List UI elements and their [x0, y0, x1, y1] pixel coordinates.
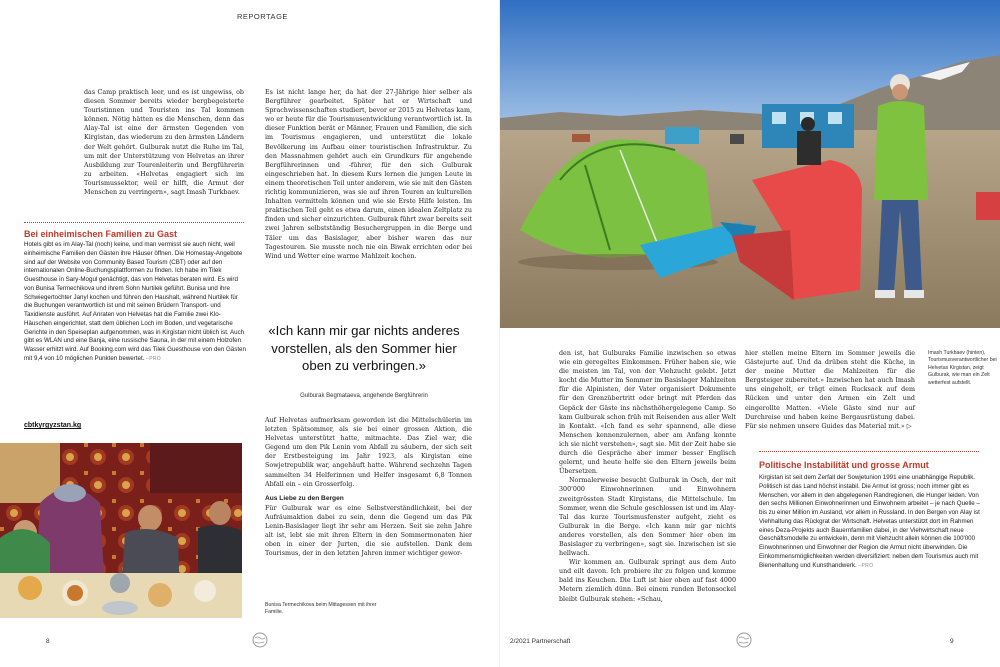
body-text: hier stellen meine Eltern im Sommer jeweils die Gästejurte auf. Und da drüben steht die Küche, in der meine Mutter die Mahlzeiten für die Bergsteiger zubereitet.» Inzwischen hat auch Imash uns eingeholt, er trägt einen Rucksack auf dem Rücken und unter den Armen ein Zelt und eingerollte Matten. «Viele Gäste sind nur auf Durchreise und haben keine Bergausrüstung dabei. Für sie nehmen unsere Guides das Material mit.»	[745, 350, 915, 430]
instability-text: Kirgistan ist seit dem Zerfall der Sowjetunion 1991 eine unabhängige Republik. Politisch ist das Land höchst instabil. Die Armut ist gross; noch immer gibt es Menschen, vor allem in den abgelegenen Randregionen, die Hunger leiden. Von den sechs Millionen Einwohnerinnen und Einwohnern arbeitet – je nach Quelle – bis zu einer Million im Ausland, vor allem in Russland. In den Bergen von Alay ist Viehhaltung das Rückgrat der Wirtschaft. Helvetas unterstützt dort im Rahmen eines Deza-Projekts auch Bauernfamilien dabei, in der Viehwirtschaft neue Geschäftsmodelle zu entwickeln, denn mit Viehzucht allein können die 100'000 Einwohnerinnen und Einwohner der Region die Armut nicht überwinden. Die Einkommensmöglichkeiten werden diversifiziert: neben dem Tourismus auch mit Bienenhaltung und Kunsthandwerk.	[759, 474, 980, 569]
body-paragraph: Normalerweise besucht Gulburak in Osch, der mit 300'000 Einwohnerinnen und Einwohnern zweitgrössten Stadt Kirgistans, die Mittelschule. Im Sommer, wenn die Schule geschlossen ist und im Alay-Tal das kurze Tourismusfenster aufgeht, zieht es Gulburak in die Berge. «Ich kann mir gar nichts anderes vorstellen, als den Sommer hier oben im Basislager zu verbringen», sagt sie. Inzwischen ist sie hellwach.	[559, 477, 736, 558]
body-paragraph: Auf Helvetas aufmerksam geworden ist die Mittelschülerin im letzten Spätsommer, als sie bei einer grossen Aktion, die Helvetas unterstützt hatte, mitmachte. Das Ziel war, die Gegend um den Pik Lenin vom Abfall zu säubern, der sich seit der Erstbesteigung im Jahr 1923, als Kirgistan eine Sowjetrepublik war, angehäuft hatte. Während sechzehn Tagen sammelten 34 Helferinnen und Helfer insgesamt 6,8 Tonnen Abfall ein – ein Grosserfolg.	[265, 417, 472, 488]
subheading: Aus Liebe zu den Bergen	[265, 494, 344, 502]
instability-box-text	[759, 474, 981, 570]
author-signature: –PRO	[146, 355, 161, 362]
pull-quote-source: Gulburak Begmataeva, angehende Bergführerin	[300, 393, 428, 399]
column-left-2-lower	[265, 416, 472, 558]
body-paragraph: Es ist nicht lange her, da hat der 27-Jährige hier selber als Bergführer gearbeitet. Später hat er Wirtschaft und Sprachwissenschaften studiert, bevor er 2015 zu Helvetas kam, wo er heute für die Tourismusentwicklung verantwortlich ist. In dieser Funktion berät er Männer, Frauen und Familien, die sich im Tourismus engagieren, und unterstützt die lokale Bevölkerung im Aufbau einer touristischen Infrastruktur. Zu den Massnahmen gehört auch ein Grundkurs für angehende Bergführerinnen und -führer, für den sich Gulburak eingeschrieben hat. In diesem Kurs lernen die jungen Leute in einem theoretischen Teil unter anderem, wie sie mit den Gästen richtig kommunizieren, was sie auf ihren Touren an kulturellen Inhalten vermitteln können und wie sie Erste Hilfe leisten. Im praktischen Teil geht es etwa darum, einen idealen Zeltplatz zu finden und sicher einzurichten. Gulburak führt zwar bereits seit zwei Jahren selbstständig Besuchergruppen in die Berge und Täler um das Basislager, aber bisher waren das nur Tagestouren. Sie musste noch nie ein Biwak errichten oder bei Wind und Wetter eine warme Mahlzeit kochen.	[265, 89, 472, 260]
column-right-1	[559, 349, 736, 604]
tent-photo	[500, 0, 1000, 328]
family-meal-image	[0, 443, 242, 618]
issue-label: 2/2021 Partnerschaft	[510, 638, 571, 645]
box-divider	[759, 451, 979, 452]
section-kicker: REPORTAGE	[237, 12, 288, 21]
family-meal-photo	[0, 443, 242, 618]
tent-image	[500, 0, 1000, 328]
box-divider	[24, 222, 244, 223]
globe-icon	[252, 632, 268, 648]
tent-photo-caption: Imash Turkbaev (hinten), Tourismusverantwortlicher bei Helvetas Kirgistan, zeigt Gulburak, wie man ein Zelt wetterfest aufstellt.	[928, 350, 997, 386]
homestay-box-title: Bei einheimischen Familien zu Gast	[24, 229, 178, 239]
column-left-1	[84, 88, 244, 197]
body-paragraph: Wir kommen an. Gulburak springt aus dem Auto und eilt davon. Ich probiere ihr zu folgen und komme bald ins Keuchen. Die Luft ist hier oben auf fast 4000 Metern ziemlich dünn. Bei einem runden Betonsockel bleibt Gulburak stehen: «Schau,	[559, 559, 736, 603]
body-paragraph: den ist, hat Gulburaks Familie inzwischen so etwas wie ein geregeltes Einkommen. Früher haben sie, wie die meisten im Tal, von der Viehzucht gelebt. Jetzt kocht die Mutter im Sommer im Basislager Mahlzeiten für die Alpinisten, der Vater organisiert Dokumente für den Grenzübertritt oder bringt mit Pferden das Gepäck der Gäste ins nächsthöhergelegene Camp. So kam Gulburak schon früh mit Reisenden aus aller Welt in Kontakt. «Ich fand es sehr spannend, alle diese Menschen kennenzulernen, aber am Anfang konnte ich sie nicht verstehen», sagt sie. Mit der Zeit habe sie durch die Gespräche aber immer besser Englisch gelernt, und heute helfe sie den Eltern jeweils beim Übersetzen.	[559, 350, 737, 476]
page-number-right: 9	[950, 638, 954, 645]
body-paragraph: Für Gulburak war es eine Selbstverständlichkeit, bei der Aufräumaktion dabei zu sein, denn die Gegend um das Pik Lenin-Basislager liegt ihr sehr am Herzen. Seit sie zehn Jahre alt ist, lebt sie mit ihren Eltern in den Sommermonaten hier oben in einer der Jurten, die sie aufstellen. Dank dem Tourismus, der in den letzten Jahren immer wichtiger gewor-	[265, 504, 472, 558]
page-number-left: 8	[46, 638, 50, 645]
end-mark-icon: ▷	[906, 422, 912, 430]
body-paragraph: das Camp praktisch leer, und es ist ungewiss, ob diesen Sommer bereits wieder bergbegeisterte Touristinnen und Touristen ins Tal kommen können. Nötig hätten es die Menschen, denn das Alay-Tal ist eine der ärmsten Gegenden von Kirgistan, das wiederum zu den ärmsten Ländern der Welt gehört. Gulburak nutzt die Ruhe im Tal, um mit der Unterstützung von Helvetas an ihrer Ausbildung zur Tourenleiterin und Bergführerin zu arbeiten. «Helvetas engagiert sich im Tourismussektor, weil er hilft, die Armut der Menschen zu verringern», sagt Imash Turkbaev.	[84, 89, 244, 197]
homestay-text: Hotels gibt es im Alay-Tal (noch) keine, und man vermisst sie auch nicht, weil einheimische Familien den Gästen ihre Häuser öffnen. Die Homestay-Angebote sind auf der Website von Community Based Tourism (CBT) oder auf den internationalen Online-Buchungsplattformen zu finden. Ich habe im Tilek Guesthouse in Sary-Mogul genächtigt, das von Helvetas beraten wird. Es wird von Bunisa Termechikova und ihrem Sohn Nurtilek geführt. Bunisa und ihre Schwiegertochter Janyl kochen und führen den Haushalt, während Nurtilek für die Buchungen verantwortlich ist und mit seinen Brüdern Transport- und Taxidienste ausführt. Auf Anraten von Helvetas hat die Familie zwei Klo-Häuschen eingerichtet, statt dem üblichen Loch im Boden, und vegetarische Gerichte in den Speiseplan aufgenommen, was in Kirgistan nicht üblich ist. Auch gibt es WLAN und eine Banja, eine russische Sauna, in der mit einem Holzofen Wasser erhitzt wird. Auf Booking.com wird das Tilek Guesthouse von den Gästen mit 9,4 von 10 möglichen Punkten bewertet.	[24, 241, 246, 362]
column-left-2	[265, 88, 472, 261]
globe-icon	[736, 632, 752, 648]
homestay-box-text	[24, 241, 246, 364]
right-page	[500, 0, 1000, 667]
pull-quote: «Ich kann mir gar nichts anderes vorstellen, als den Sommer hier oben zu verbringen.»	[268, 323, 460, 373]
column-right-2	[745, 349, 915, 431]
instability-box-title: Politische Instabilität und grosse Armut	[759, 460, 929, 470]
body-paragraph	[745, 349, 915, 431]
author-signature: –PRO	[858, 562, 874, 569]
family-photo-caption: Bunisa Termechikova beim Mittagessen mit ihrer Familie.	[265, 602, 377, 616]
cbt-website-link[interactable]: cbtkyrgyzstan.kg	[24, 422, 82, 429]
